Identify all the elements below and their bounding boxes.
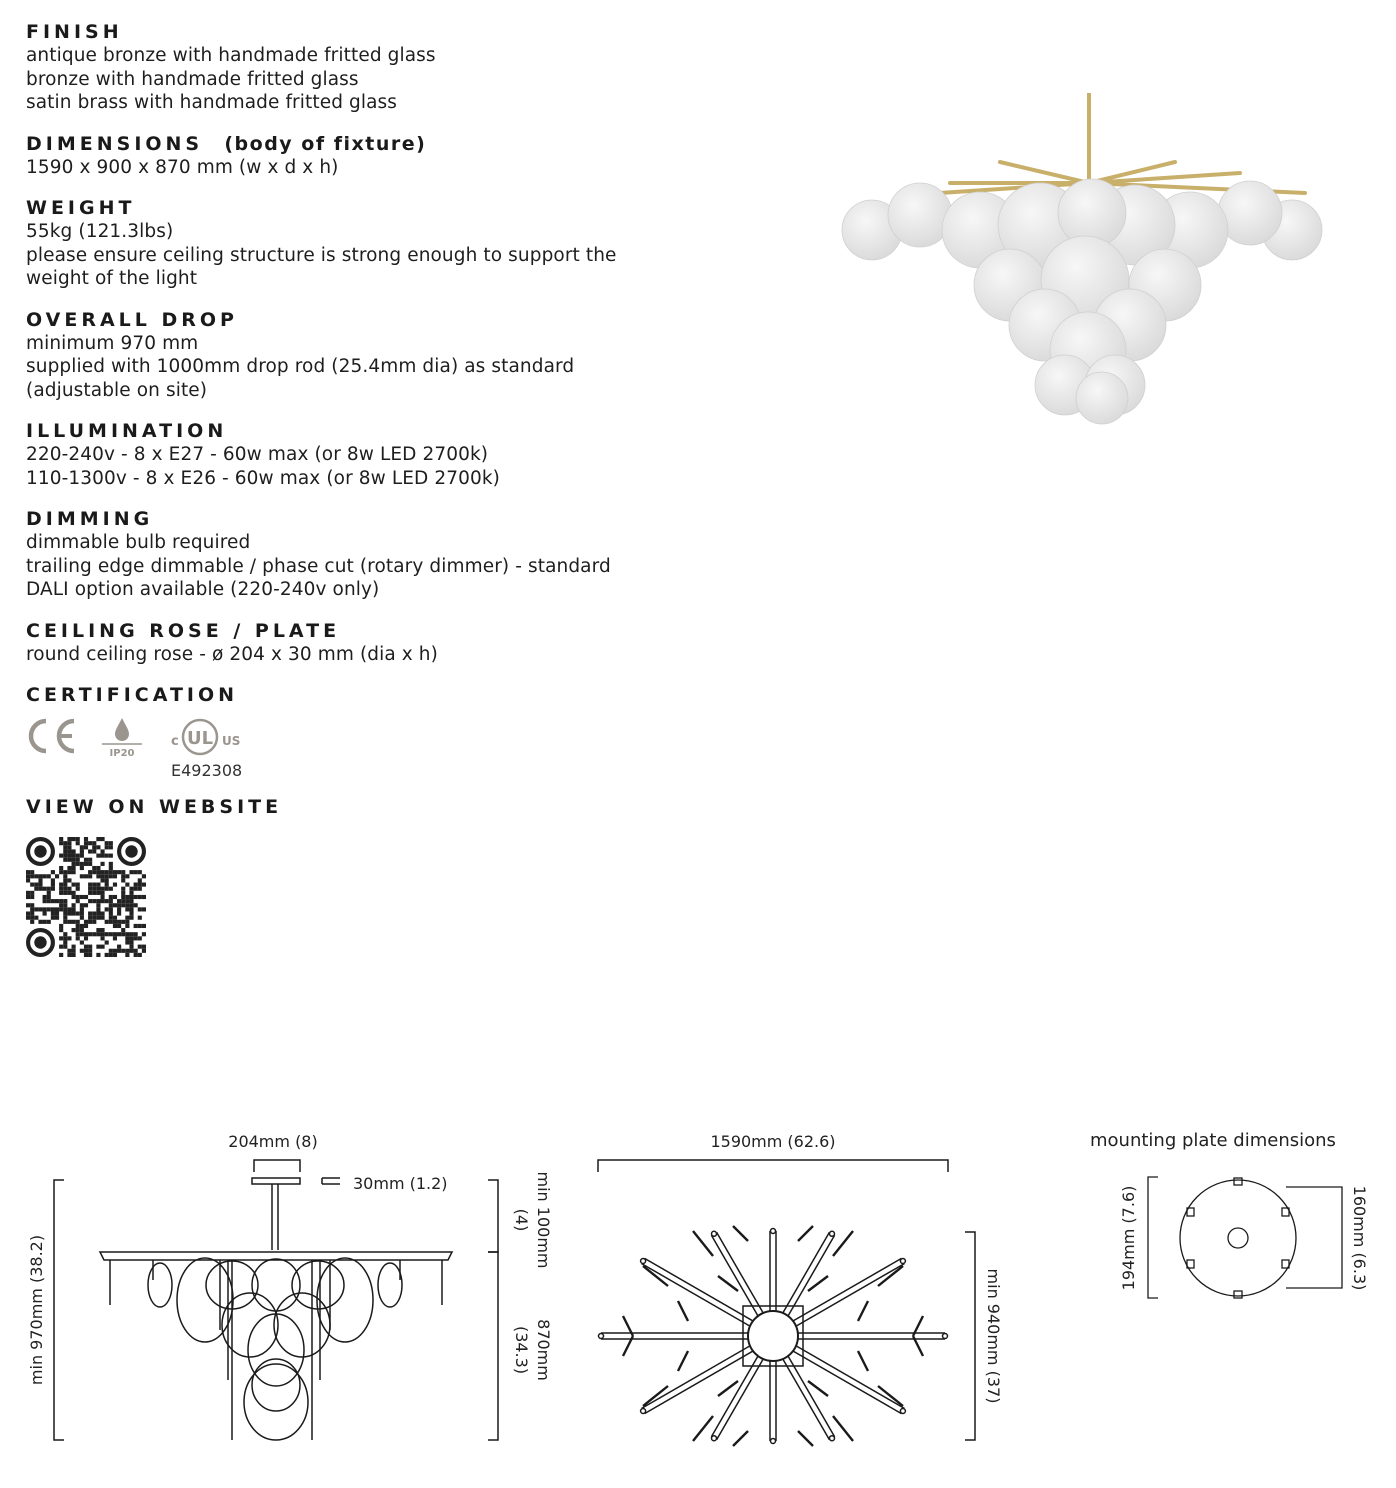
photo-drop-rod xyxy=(1087,93,1091,183)
illumination-section xyxy=(26,419,706,490)
weight-line-2: please ensure ceiling structure is strong enough to support the xyxy=(26,244,617,266)
photo-glass-discs xyxy=(842,179,1322,424)
plan-view xyxy=(598,1132,1003,1446)
overall-drop-section xyxy=(26,308,706,403)
svg-text:UL: UL xyxy=(186,728,214,749)
ce-mark-icon xyxy=(24,717,78,755)
weight-heading: WEIGHT xyxy=(26,197,136,219)
finish-heading: FINISH xyxy=(26,21,123,43)
rose-height-label: 30mm (1.2) xyxy=(353,1174,448,1193)
plate-height-label: 194mm (7.6) xyxy=(1119,1185,1138,1291)
min-rod-label-a: min 100mm xyxy=(534,1171,553,1269)
illumination-line-2: 110-1300v - 8 x E26 - 60w max (or 8w LED 2700k) xyxy=(26,467,500,489)
body-height-label-b: (34.3) xyxy=(512,1325,531,1375)
technical-drawings xyxy=(0,1120,1396,1460)
dimensions-subheading: (body of fixture) xyxy=(224,132,427,155)
overall-drop-line-3: (adjustable on site) xyxy=(26,379,208,401)
dimming-line-3: DALI option available (220-240v only) xyxy=(26,579,380,600)
specifications xyxy=(26,20,706,978)
certification-section xyxy=(26,683,706,785)
dimming-line-2: trailing edge dimmable / phase cut (rotary dimmer) - standard xyxy=(26,555,611,577)
finish-line-2: bronze with handmade fritted glass xyxy=(26,68,359,90)
rose-width-label: 204mm (8) xyxy=(228,1132,318,1151)
ip20-label: IP20 xyxy=(109,748,135,759)
dimming-section xyxy=(26,507,706,602)
dimensions-heading xyxy=(26,132,706,156)
plate-inner-label: 160mm (6.3) xyxy=(1350,1185,1369,1291)
website-qr-code[interactable] xyxy=(26,837,146,957)
ceiling-rose-heading: CEILING ROSE / PLATE xyxy=(26,619,341,642)
body-height-label-a: 870mm xyxy=(534,1319,553,1381)
svg-text:c: c xyxy=(171,734,179,749)
ceiling-rose-section xyxy=(26,619,706,667)
side-elevation xyxy=(27,1132,553,1440)
overall-min-label: min 970mm (38.2) xyxy=(27,1234,46,1386)
weight-line-1: 55kg (121.3lbs) xyxy=(26,221,174,242)
illumination-heading: ILLUMINATION xyxy=(26,420,228,442)
website-heading: VIEW ON WEBSITE xyxy=(26,796,283,818)
overall-drop-line-1: minimum 970 mm xyxy=(26,332,199,354)
dimensions-section xyxy=(26,132,706,180)
dimming-heading: DIMMING xyxy=(26,508,154,530)
finish-line-3: satin brass with handmade fritted glass xyxy=(26,92,398,113)
ip20-drop-icon xyxy=(100,715,144,759)
mounting-plate-drawing xyxy=(1119,1177,1369,1298)
dimensions-line-1: 1590 x 900 x 870 mm (w x d x h) xyxy=(26,156,339,178)
depth-label: min 940mm (37) xyxy=(984,1268,1003,1404)
finish-line-1: antique bronze with handmade fritted glass xyxy=(26,45,436,66)
svg-text:US: US xyxy=(222,734,241,748)
ul-certificate-code: E492308 xyxy=(171,761,243,780)
ul-listed-icon xyxy=(168,715,244,759)
chandelier-photo xyxy=(830,85,1330,435)
mounting-plate-title: mounting plate dimensions xyxy=(1090,1130,1336,1151)
illumination-line-1: 220-240v - 8 x E27 - 60w max (or 8w LED 2700k) xyxy=(26,444,489,465)
finish-section xyxy=(26,20,706,115)
dimensions-title: DIMENSIONS xyxy=(26,132,204,155)
min-rod-label-b: (4) xyxy=(512,1208,531,1232)
dimming-line-1: dimmable bulb required xyxy=(26,532,251,553)
certification-heading: CERTIFICATION xyxy=(26,684,239,706)
weight-line-3: weight of the light xyxy=(26,268,198,289)
ceiling-rose-line-1: round ceiling rose - ø 204 x 30 mm (dia x h) xyxy=(26,643,438,665)
weight-section xyxy=(26,196,706,291)
overall-drop-heading: OVERALL DROP xyxy=(26,308,238,331)
website-section xyxy=(26,795,706,961)
overall-drop-line-2: supplied with 1000mm drop rod (25.4mm dia) as standard xyxy=(26,356,575,377)
width-label: 1590mm (62.6) xyxy=(710,1132,836,1151)
certification-marks xyxy=(26,715,706,785)
